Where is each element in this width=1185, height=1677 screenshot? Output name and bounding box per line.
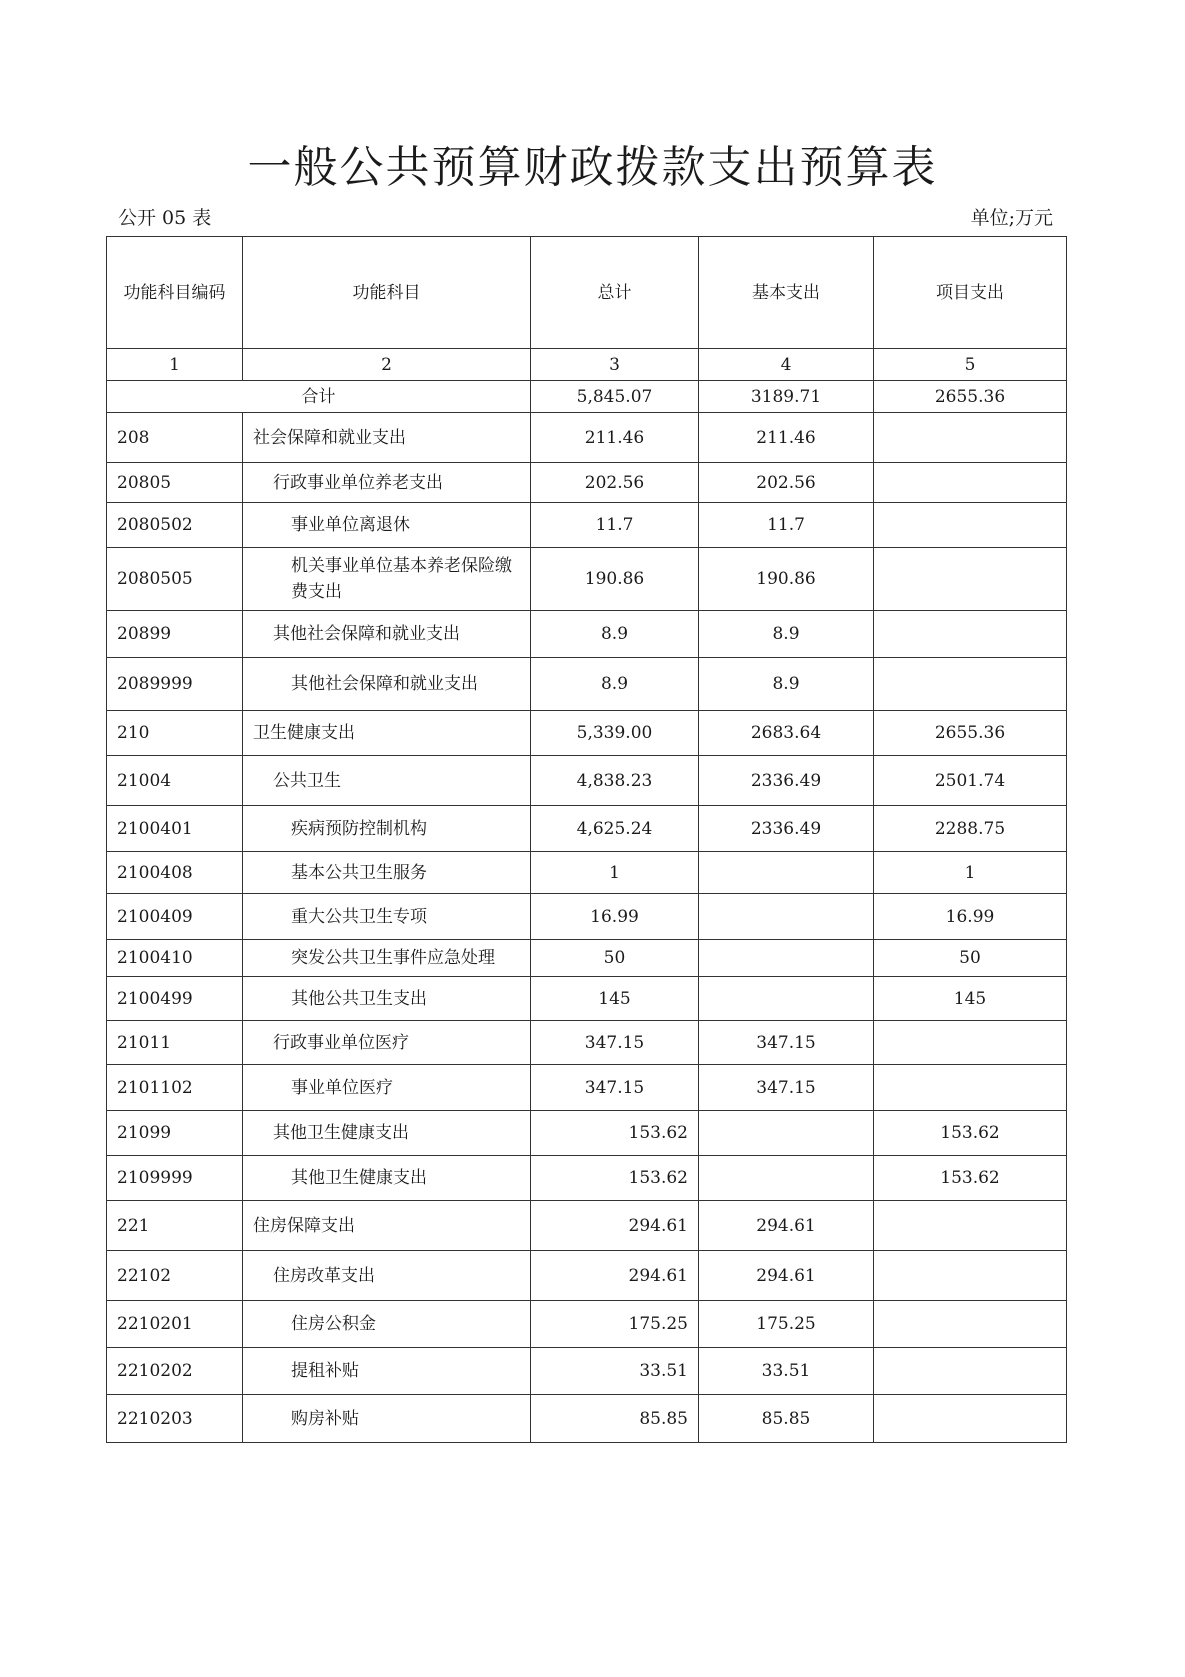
table-row: [107, 1111, 1067, 1156]
row-code: 210: [107, 711, 243, 756]
row-basic: [699, 1156, 874, 1201]
row-name: 事业单位医疗: [243, 1065, 531, 1111]
row-code: 22102: [107, 1251, 243, 1301]
total-row: [107, 381, 1067, 413]
row-name: 行政事业单位医疗: [243, 1021, 531, 1065]
table-row: [107, 611, 1067, 658]
table-row: [107, 977, 1067, 1021]
column-index: 2: [243, 349, 531, 381]
row-code: 2100408: [107, 852, 243, 894]
row-name: 突发公共卫生事件应急处理: [243, 940, 531, 977]
header-basic: 基本支出: [699, 237, 874, 349]
row-total: 85.85: [531, 1395, 699, 1443]
row-project: [874, 1348, 1067, 1395]
row-name: 重大公共卫生专项: [243, 894, 531, 940]
page-title: 一般公共预算财政拨款支出预算表: [247, 142, 938, 193]
header-project: 项目支出: [874, 237, 1067, 349]
row-code: 20805: [107, 463, 243, 503]
row-code: 2089999: [107, 658, 243, 711]
row-name: 疾病预防控制机构: [243, 806, 531, 852]
table-row: [107, 756, 1067, 806]
row-code: 21011: [107, 1021, 243, 1065]
row-code: 21099: [107, 1111, 243, 1156]
table-id-label: 公开 05 表: [118, 207, 212, 229]
column-index-row: [107, 349, 1067, 381]
row-project: [874, 658, 1067, 711]
table-row: [107, 852, 1067, 894]
row-basic: 2336.49: [699, 756, 874, 806]
row-total: 1: [531, 852, 699, 894]
row-total: 4,838.23: [531, 756, 699, 806]
table-row: [107, 1201, 1067, 1251]
row-total: 153.62: [531, 1111, 699, 1156]
budget-table: [106, 236, 1067, 1443]
row-code: 2101102: [107, 1065, 243, 1111]
row-project: [874, 1395, 1067, 1443]
row-basic: 175.25: [699, 1301, 874, 1348]
table-row: [107, 894, 1067, 940]
row-name: 其他卫生健康支出: [243, 1156, 531, 1201]
row-basic: 2683.64: [699, 711, 874, 756]
row-project: [874, 1201, 1067, 1251]
row-project: [874, 548, 1067, 611]
row-total: 294.61: [531, 1201, 699, 1251]
total-project: 2655.36: [874, 381, 1067, 413]
row-total: 347.15: [531, 1021, 699, 1065]
table-row: [107, 1395, 1067, 1443]
table-row: [107, 413, 1067, 463]
table-row: [107, 1301, 1067, 1348]
row-name: 事业单位离退休: [243, 503, 531, 548]
row-basic: 211.46: [699, 413, 874, 463]
row-name: 卫生健康支出: [243, 711, 531, 756]
column-index: 1: [107, 349, 243, 381]
table-row: [107, 1251, 1067, 1301]
row-total: 33.51: [531, 1348, 699, 1395]
row-name: 住房改革支出: [243, 1251, 531, 1301]
header-name: 功能科目: [243, 237, 531, 349]
row-basic: 347.15: [699, 1021, 874, 1065]
table-row: [107, 1156, 1067, 1201]
row-project: 50: [874, 940, 1067, 977]
row-code: 208: [107, 413, 243, 463]
row-name: 行政事业单位养老支出: [243, 463, 531, 503]
row-project: [874, 503, 1067, 548]
row-project: [874, 413, 1067, 463]
row-name: 住房公积金: [243, 1301, 531, 1348]
header-row: [107, 237, 1067, 349]
table-row: [107, 463, 1067, 503]
table-row: [107, 548, 1067, 611]
row-total: 211.46: [531, 413, 699, 463]
row-code: 2210202: [107, 1348, 243, 1395]
row-project: 1: [874, 852, 1067, 894]
row-basic: 202.56: [699, 463, 874, 503]
row-basic: 2336.49: [699, 806, 874, 852]
row-code: 2100499: [107, 977, 243, 1021]
header-total: 总计: [531, 237, 699, 349]
row-project: [874, 1251, 1067, 1301]
row-name: 其他卫生健康支出: [243, 1111, 531, 1156]
row-project: 153.62: [874, 1156, 1067, 1201]
row-total: 347.15: [531, 1065, 699, 1111]
table-row: [107, 658, 1067, 711]
table-row: [107, 503, 1067, 548]
row-name: 购房补贴: [243, 1395, 531, 1443]
row-name: 其他公共卫生支出: [243, 977, 531, 1021]
row-project: 2655.36: [874, 711, 1067, 756]
row-project: [874, 1301, 1067, 1348]
row-total: 4,625.24: [531, 806, 699, 852]
row-total: 153.62: [531, 1156, 699, 1201]
row-basic: 8.9: [699, 611, 874, 658]
table-row: [107, 711, 1067, 756]
row-basic: 347.15: [699, 1065, 874, 1111]
row-project: 145: [874, 977, 1067, 1021]
row-name: 机关事业单位基本养老保险缴费支出: [243, 548, 531, 611]
total-basic: 3189.71: [699, 381, 874, 413]
row-name: 社会保障和就业支出: [243, 413, 531, 463]
row-project: [874, 611, 1067, 658]
row-name: 住房保障支出: [243, 1201, 531, 1251]
column-index: 4: [699, 349, 874, 381]
row-code: 2100409: [107, 894, 243, 940]
column-index: 3: [531, 349, 699, 381]
total-amount: 5,845.07: [531, 381, 699, 413]
row-name: 其他社会保障和就业支出: [243, 611, 531, 658]
table-row: [107, 806, 1067, 852]
row-name: 提租补贴: [243, 1348, 531, 1395]
table-row: [107, 940, 1067, 977]
row-code: 2080502: [107, 503, 243, 548]
row-total: 190.86: [531, 548, 699, 611]
row-project: 2288.75: [874, 806, 1067, 852]
row-total: 294.61: [531, 1251, 699, 1301]
row-basic: [699, 1111, 874, 1156]
row-code: 2080505: [107, 548, 243, 611]
row-basic: 33.51: [699, 1348, 874, 1395]
row-total: 145: [531, 977, 699, 1021]
row-code: 21004: [107, 756, 243, 806]
row-basic: [699, 852, 874, 894]
row-basic: 8.9: [699, 658, 874, 711]
row-basic: 294.61: [699, 1251, 874, 1301]
row-code: 2100410: [107, 940, 243, 977]
header-code: 功能科目编码: [107, 237, 243, 349]
row-code: 221: [107, 1201, 243, 1251]
row-code: 2100401: [107, 806, 243, 852]
column-index: 5: [874, 349, 1067, 381]
row-project: [874, 1021, 1067, 1065]
row-project: 2501.74: [874, 756, 1067, 806]
row-code: 2210201: [107, 1301, 243, 1348]
row-basic: 11.7: [699, 503, 874, 548]
row-name: 其他社会保障和就业支出: [243, 658, 531, 711]
row-basic: [699, 940, 874, 977]
row-code: 2210203: [107, 1395, 243, 1443]
unit-label: 单位;万元: [970, 207, 1053, 229]
row-basic: [699, 894, 874, 940]
total-label: 合计: [107, 381, 531, 413]
row-total: 175.25: [531, 1301, 699, 1348]
row-code: 2109999: [107, 1156, 243, 1201]
row-basic: 294.61: [699, 1201, 874, 1251]
row-basic: [699, 977, 874, 1021]
row-project: [874, 463, 1067, 503]
row-basic: 190.86: [699, 548, 874, 611]
row-name: 基本公共卫生服务: [243, 852, 531, 894]
row-name: 公共卫生: [243, 756, 531, 806]
row-basic: 85.85: [699, 1395, 874, 1443]
row-total: 50: [531, 940, 699, 977]
row-total: 8.9: [531, 658, 699, 711]
row-total: 16.99: [531, 894, 699, 940]
row-project: 16.99: [874, 894, 1067, 940]
row-project: [874, 1065, 1067, 1111]
row-total: 8.9: [531, 611, 699, 658]
row-code: 20899: [107, 611, 243, 658]
row-project: 153.62: [874, 1111, 1067, 1156]
row-total: 5,339.00: [531, 711, 699, 756]
row-total: 202.56: [531, 463, 699, 503]
table-row: [107, 1065, 1067, 1111]
table-row: [107, 1348, 1067, 1395]
table-row: [107, 1021, 1067, 1065]
row-total: 11.7: [531, 503, 699, 548]
